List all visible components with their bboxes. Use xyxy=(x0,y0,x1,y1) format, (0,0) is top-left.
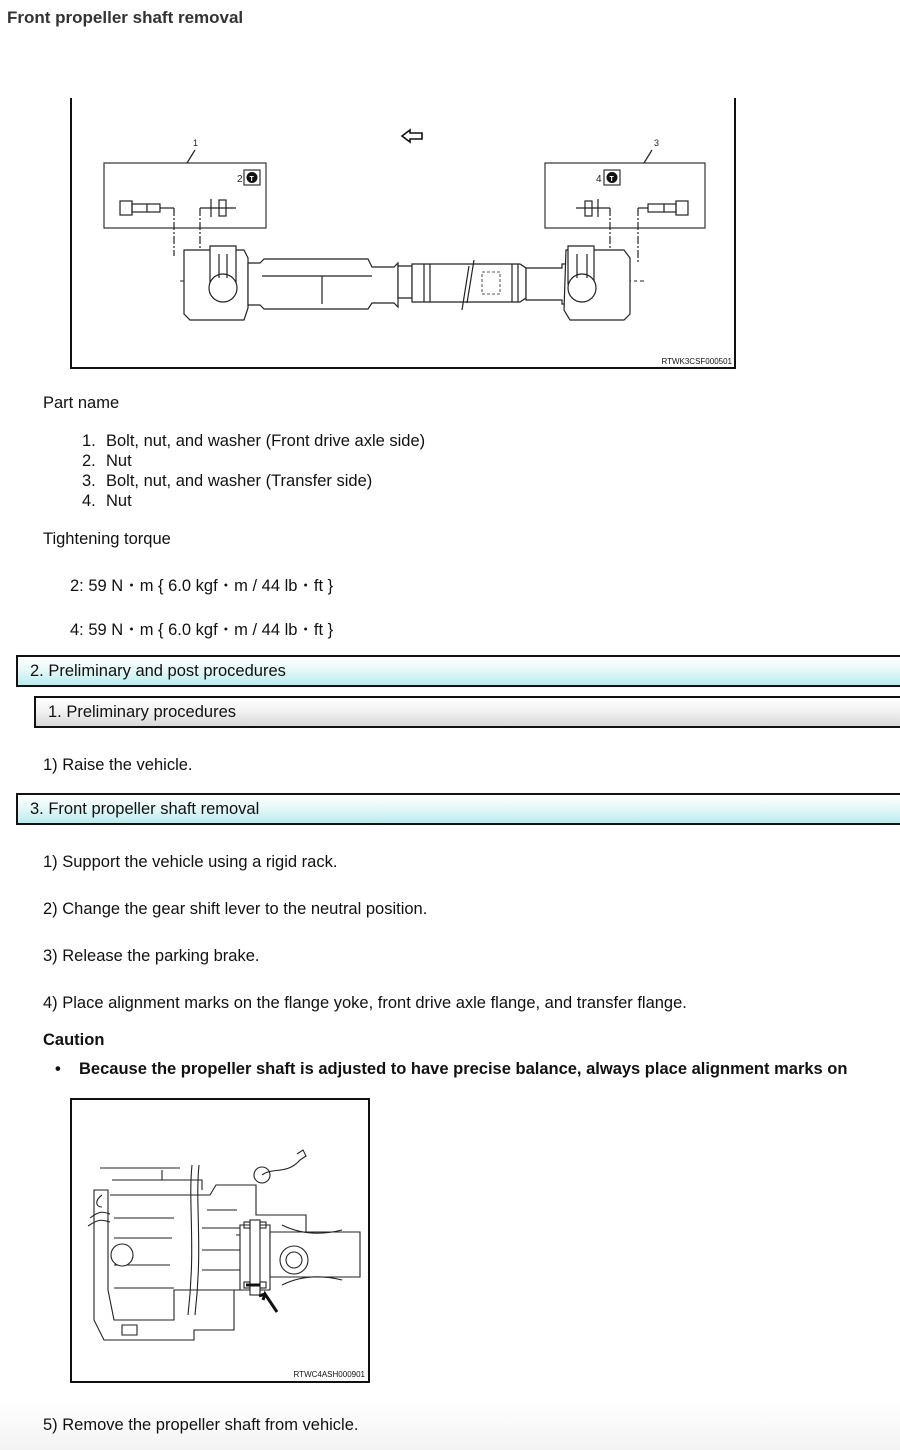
figure-code: RTWK3CSF000501 xyxy=(661,357,732,366)
list-item: 2. Nut xyxy=(82,452,132,470)
list-item: 4. Nut xyxy=(82,492,132,510)
step-text: 3) Release the parking brake. xyxy=(43,947,260,965)
callout-3: 3 xyxy=(654,138,660,148)
torque-heading: Tightening torque xyxy=(43,530,171,548)
transfer-flange-diagram xyxy=(70,1098,370,1383)
step-text: 4) Place alignment marks on the flange yoke, front drive axle flange, and transfer flange. xyxy=(43,994,687,1012)
caution-item: • Because the propeller shaft is adjusted to have precise balance, always place alignment marks on xyxy=(55,1060,848,1078)
figure-code: RTWC4ASH000901 xyxy=(293,1370,365,1379)
step-text: 5) Remove the propeller shaft from vehicle. xyxy=(43,1416,359,1434)
step-text: 2) Change the gear shift lever to the neutral position. xyxy=(43,900,428,918)
list-item: 1. Bolt, nut, and washer (Front drive axle side) xyxy=(82,432,426,450)
propeller-shaft-diagram xyxy=(70,98,736,369)
callout-4: 4 xyxy=(596,174,602,185)
caution-heading: Caution xyxy=(43,1031,105,1049)
page-title: Front propeller shaft removal xyxy=(7,8,244,27)
subsection-header-preliminary[interactable]: 1. Preliminary procedures xyxy=(34,696,900,728)
callout-1: 1 xyxy=(193,138,199,148)
torque-item: 2: 59 N・m { 6.0 kgf・m / 44 lb・ft } xyxy=(70,577,334,595)
callout-2: 2 xyxy=(237,174,243,185)
step-text: 1) Raise the vehicle. xyxy=(43,756,193,774)
torque-item: 4: 59 N・m { 6.0 kgf・m / 44 lb・ft } xyxy=(70,621,334,639)
bullet-icon: • xyxy=(55,1060,61,1078)
section-header-removal[interactable]: 3. Front propeller shaft removal xyxy=(16,793,900,825)
part-name-heading: Part name xyxy=(43,394,120,412)
section-header-preliminary-post[interactable]: 2. Preliminary and post procedures xyxy=(16,655,900,687)
list-item: 3. Bolt, nut, and washer (Transfer side) xyxy=(82,472,373,490)
step-text: 1) Support the vehicle using a rigid rack. xyxy=(43,853,338,871)
svg-text:T: T xyxy=(249,176,254,183)
front-arrow-icon xyxy=(402,130,422,142)
svg-text:T: T xyxy=(609,176,614,183)
part-name-list xyxy=(82,431,425,511)
